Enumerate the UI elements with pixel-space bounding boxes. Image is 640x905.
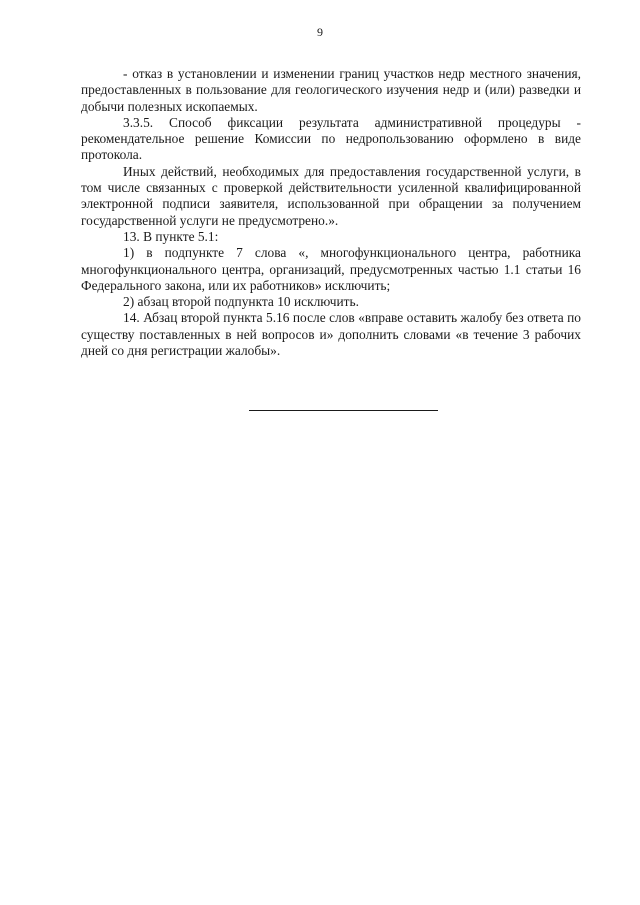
paragraph-3-3-5: 3.3.5. Способ фиксации результата административной процедуры - рекомендательное решение Комиссии по недропользованию оформлено в виде протокола.	[81, 114, 581, 163]
paragraph-item-13-sub-2: 2) абзац второй подпункта 10 исключить.	[123, 294, 359, 310]
paragraph-item-13: 13. В пункте 5.1:	[123, 228, 219, 244]
paragraph-item-13-sub-1: 1) в подпункте 7 слова «, многофункционального центра, работника многофункционального центра, организаций, предусмотренных частью 1.1 статьи 16 Федерального закона, или их работников» исключить;	[81, 245, 581, 293]
end-of-document-rule	[249, 410, 438, 411]
document-body	[81, 66, 581, 359]
paragraph-refusal-item: - отказ в установлении и изменении границ участков недр местного значения, предоставленных в пользование для геологического изучения недр и (или) разведки и добычи полезных ископаемых.	[81, 66, 581, 114]
paragraph-item-14: 14. Абзац второй пункта 5.16 после слов «вправе оставить жалобу без ответа по существу поставленных в ней вопросов и» дополнить словами «в течение 3 рабочих дней со дня регистрации жалобы».	[81, 310, 581, 359]
page-number: 9	[317, 25, 323, 39]
paragraph-other-actions: Иных действий, необходимых для предоставления государственной услуги, в том числе связанных с проверкой действительности усиленной квалифицированной электронной подписи заявителя, использованной при обращении за получением государственной услуги не предусмотрено.».	[81, 163, 581, 228]
